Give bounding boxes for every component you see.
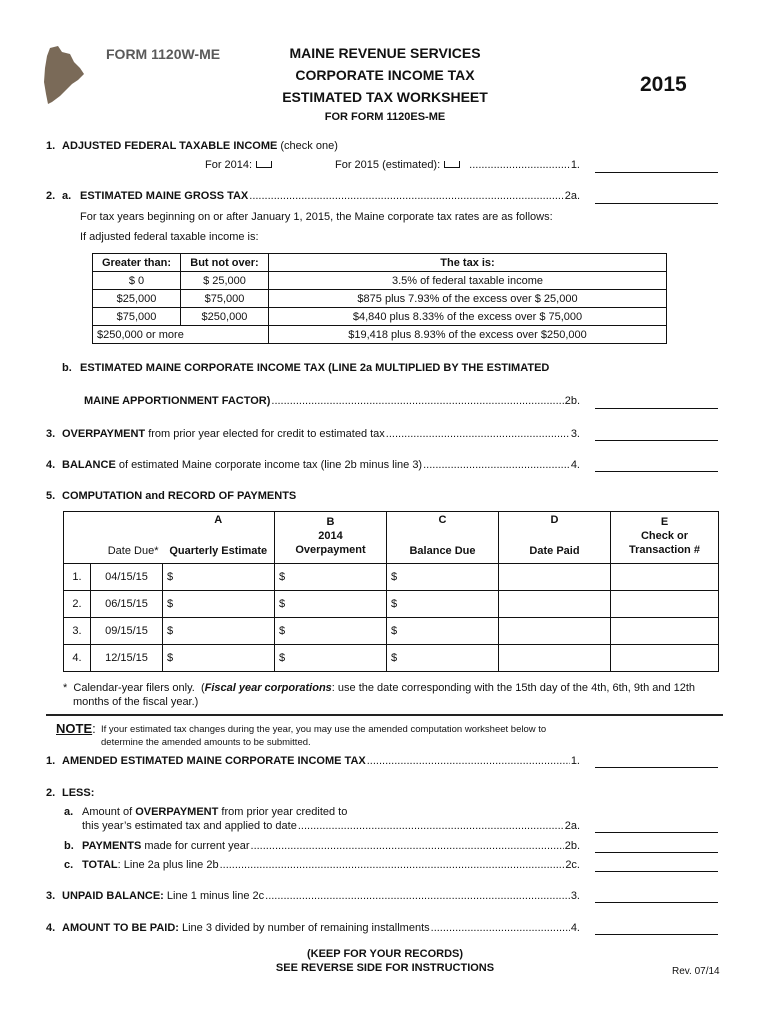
col-c-label: Balance Due [409, 545, 476, 557]
amended-line2-label: LESS: [62, 787, 95, 799]
date-paid-field[interactable] [499, 645, 611, 672]
amended-line2c-entry-field[interactable] [595, 871, 718, 872]
overpayment-field[interactable] [275, 645, 387, 672]
amended-line4-entry-field[interactable] [595, 934, 718, 935]
footnote-post: : use the date corresponding with the 15th day of the 4th, 6th, 9th and 12th [331, 682, 696, 694]
amended-line4-number: 4. [46, 922, 56, 934]
line2b-row [84, 395, 580, 407]
row-number: 3. [64, 618, 91, 645]
dollar-sign: $ [279, 652, 286, 664]
dollar-sign: $ [167, 571, 174, 583]
line2b-label2: MAINE APPORTIONMENT FACTOR) [84, 395, 271, 407]
col-c [387, 512, 499, 564]
amended-line3-entry-field[interactable] [595, 902, 718, 903]
payments-footnote [63, 682, 695, 694]
line1-option-2015-row [335, 159, 580, 171]
row-date-due: 12/15/15 [91, 645, 163, 672]
amended-line2a-sub: a. [64, 806, 74, 818]
quarterly-estimate-field[interactable] [163, 564, 275, 591]
rate-cell: $ 25,000 [181, 272, 269, 290]
dollar-sign: $ [391, 571, 398, 583]
line2-number: 2. [46, 190, 56, 202]
line1-entry-field[interactable] [595, 172, 718, 173]
line2a-pre: Amount of [82, 806, 136, 818]
balance-due-field[interactable] [387, 618, 499, 645]
note-heading: NOTE: [56, 721, 96, 736]
col-e-letter: E [660, 516, 669, 528]
note-text-line1: If your estimated tax changes during the year, you may use the amended computation worksheet below to [101, 724, 547, 735]
amended-line4-ref: 4. [570, 922, 580, 934]
footnote-pre: * Calendar-year filers only. ( [63, 682, 205, 694]
table-row [64, 564, 719, 591]
line1-title: ADJUSTED FEDERAL TAXABLE INCOME [62, 140, 278, 152]
amended-line2a-row [82, 820, 580, 832]
col-a-label: Quarterly Estimate [169, 545, 268, 557]
col-date-due [64, 512, 163, 564]
amended-line1-number: 1. [46, 755, 56, 767]
table-row [64, 645, 719, 672]
dot-leader [265, 890, 570, 902]
dot-leader [423, 459, 570, 471]
form-id: FORM 1120W-ME [106, 46, 221, 62]
quarterly-estimate-field[interactable] [163, 645, 275, 672]
form-subtitle: FOR FORM 1120ES-ME [324, 111, 446, 123]
amended-line1-row [62, 755, 580, 767]
col-d-label: Date Paid [529, 545, 580, 557]
tax-rate-table [92, 253, 667, 344]
line3-post: Line 1 minus line 2c [163, 890, 265, 902]
row-number: 4. [64, 645, 91, 672]
rate-cell: $19,418 plus 8.93% of the excess over $250,000 [269, 326, 667, 344]
line2a-sub: a. [62, 190, 72, 202]
row-date-due: 04/15/15 [91, 564, 163, 591]
dot-leader [469, 159, 570, 171]
table-row [64, 591, 719, 618]
dollar-sign: $ [279, 625, 286, 637]
line1-option-2014[interactable] [205, 159, 272, 171]
overpayment-field[interactable] [275, 591, 387, 618]
amended-line2c-row [82, 859, 580, 871]
dot-leader [386, 428, 570, 440]
checkbox-2015[interactable] [444, 161, 460, 168]
dollar-sign: $ [167, 598, 174, 610]
rate-cell: $250,000 [181, 308, 269, 326]
rate-header-notover: But not over: [181, 254, 269, 272]
payments-table [63, 511, 719, 672]
balance-due-field[interactable] [387, 591, 499, 618]
line2c-bold: TOTAL [82, 859, 118, 871]
col-c-letter: C [438, 514, 447, 526]
col-d [499, 512, 611, 564]
balance-due-field[interactable] [387, 645, 499, 672]
checkbox-2014[interactable] [256, 161, 272, 168]
rate-header-tax: The tax is: [269, 254, 667, 272]
revision-date: Rev. 07/14 [672, 966, 720, 977]
note-text-line2: determine the amended amounts to be submitted. [101, 737, 311, 748]
rate-cell: $75,000 [181, 290, 269, 308]
rate-cell: $25,000 [93, 290, 181, 308]
rate-cell: $ 0 [93, 272, 181, 290]
line2a-row [80, 190, 580, 202]
col-b-top: 2014 [318, 530, 343, 542]
line2a-bold: OVERPAYMENT [135, 806, 219, 818]
rate-row [93, 326, 667, 344]
dot-leader [431, 922, 570, 934]
dollar-sign: $ [391, 625, 398, 637]
line4-label-bold: BALANCE [62, 459, 116, 471]
line3-label-bold: OVERPAYMENT [62, 428, 146, 440]
quarterly-estimate-field[interactable] [163, 618, 275, 645]
dollar-sign: $ [279, 598, 286, 610]
col-b-letter: B [326, 516, 335, 528]
amended-line3-ref: 3. [570, 890, 580, 902]
overpayment-field[interactable] [275, 618, 387, 645]
line2b-bold: PAYMENTS [82, 840, 142, 852]
table-row [64, 618, 719, 645]
row-number: 1. [64, 564, 91, 591]
keep-records-note: (KEEP FOR YOUR RECORDS) [306, 948, 464, 960]
dollar-sign: $ [391, 652, 398, 664]
dot-leader [367, 755, 570, 767]
line3-entry-field[interactable] [595, 440, 718, 441]
dot-leader [298, 820, 564, 832]
amended-line2-number: 2. [46, 787, 56, 799]
form-title-line2: ESTIMATED TAX WORKSHEET [282, 89, 488, 105]
line4-bold: AMOUNT TO BE PAID: [62, 922, 179, 934]
amended-line3-number: 3. [46, 890, 56, 902]
option-2015-label: For 2015 (estimated): [335, 159, 441, 171]
rate-cell: $4,840 plus 8.33% of the excess over $ 75,000 [269, 308, 667, 326]
col-a [163, 512, 275, 564]
transaction-field[interactable] [611, 618, 719, 645]
line4-ref: 4. [570, 459, 580, 471]
line2b-label1: ESTIMATED MAINE CORPORATE INCOME TAX (LINE 2a MULTIPLIED BY THE ESTIMATED [80, 362, 550, 374]
rate-table-header [93, 254, 667, 272]
col-e-top: Check or [640, 530, 689, 542]
amended-line2b-sub: b. [64, 840, 74, 852]
note-label: NOTE [56, 721, 93, 736]
col-b [275, 512, 387, 564]
row-date-due: 06/15/15 [91, 591, 163, 618]
date-paid-field[interactable] [499, 618, 611, 645]
payments-footnote-line2: months of the fiscal year.) [73, 696, 199, 708]
line4-post: Line 3 divided by number of remaining installments [178, 922, 430, 934]
rate-row [93, 308, 667, 326]
line2a-ref: 2a. [564, 190, 580, 202]
dot-leader [220, 859, 565, 871]
line4-row [62, 459, 580, 471]
overpayment-field[interactable] [275, 564, 387, 591]
line4-entry-field[interactable] [595, 471, 718, 472]
line1-ref: 1. [570, 159, 580, 171]
amended-line1-ref: 1. [570, 755, 580, 767]
amended-line2b-row [82, 840, 580, 852]
date-paid-field[interactable] [499, 564, 611, 591]
line2a-post: from prior year credited to [218, 806, 348, 818]
line3-bold: UNPAID BALANCE: [62, 890, 164, 902]
transaction-field[interactable] [611, 591, 719, 618]
amended-line1-entry-field[interactable] [595, 767, 718, 768]
line2b-post: made for current year [141, 840, 250, 852]
rate-cell: $875 plus 7.93% of the excess over $ 25,000 [269, 290, 667, 308]
rate-cell: 3.5% of federal taxable income [269, 272, 667, 290]
amended-line2a-text [82, 806, 347, 818]
dot-leader [271, 395, 563, 407]
amended-line3-row [62, 890, 580, 902]
line1-label [62, 140, 338, 152]
dot-leader [249, 190, 563, 202]
rate-row [93, 290, 667, 308]
amended-line2b-ref: 2b. [564, 840, 580, 852]
line3-row [62, 428, 580, 440]
agency-name: MAINE REVENUE SERVICES [289, 45, 481, 61]
amended-line2b-entry-field[interactable] [595, 852, 718, 853]
col-e [611, 512, 719, 564]
line2b-ref: 2b. [564, 395, 580, 407]
amended-line2c-sub: c. [64, 859, 74, 871]
dot-leader [251, 840, 564, 852]
maine-state-outline-icon [40, 44, 88, 106]
line4-number: 4. [46, 459, 56, 471]
line2a-entry-field[interactable] [595, 203, 718, 204]
see-reverse-note: SEE REVERSE SIDE FOR INSTRUCTIONS [275, 962, 495, 974]
transaction-field[interactable] [611, 564, 719, 591]
amended-line2a-line2: this year’s estimated tax and applied to date [82, 820, 297, 832]
col-date-due-label: Date Due* [107, 545, 159, 557]
line3-number: 3. [46, 428, 56, 440]
line4-label: of estimated Maine corporate income tax (line 2b minus line 3) [115, 459, 423, 471]
line2c-post: : Line 2a plus line 2b [117, 859, 219, 871]
form-title-line1: CORPORATE INCOME TAX [295, 67, 475, 83]
option-2014-label: For 2014: [205, 159, 253, 171]
quarterly-estimate-field[interactable] [163, 591, 275, 618]
dollar-sign: $ [167, 625, 174, 637]
amended-line2a-entry-field[interactable] [595, 832, 718, 833]
line3-label: from prior year elected for credit to estimated tax [145, 428, 385, 440]
transaction-field[interactable] [611, 645, 719, 672]
line3-ref: 3. [570, 428, 580, 440]
rate-cell: $75,000 [93, 308, 181, 326]
dollar-sign: $ [279, 571, 286, 583]
line5-number: 5. [46, 490, 56, 502]
rate-row [93, 272, 667, 290]
line2a-label: ESTIMATED MAINE GROSS TAX [80, 190, 249, 202]
amended-line2c-ref: 2c. [565, 859, 580, 871]
col-b-label: Overpayment [295, 544, 366, 556]
rate-header-greater: Greater than: [93, 254, 181, 272]
col-d-letter: D [550, 514, 559, 526]
line1-number: 1. [46, 140, 56, 152]
amended-line2a-ref: 2a. [564, 820, 580, 832]
rate-cell: $250,000 or more [93, 326, 269, 344]
line1-note: (check one) [280, 140, 338, 152]
rates-condition: If adjusted federal taxable income is: [80, 231, 259, 243]
col-a-letter: A [214, 514, 223, 526]
amended-line4-row [62, 922, 580, 934]
section-divider [46, 714, 723, 716]
row-number: 2. [64, 591, 91, 618]
rates-intro: For tax years beginning on or after January 1, 2015, the Maine corporate tax rates are as follows: [80, 211, 553, 223]
footnote-emphasis: Fiscal year corporations [204, 682, 332, 694]
date-paid-field[interactable] [499, 591, 611, 618]
tax-year: 2015 [640, 73, 687, 96]
dollar-sign: $ [167, 652, 174, 664]
row-date-due: 09/15/15 [91, 618, 163, 645]
col-e-label: Transaction # [629, 544, 700, 556]
payments-header-row [64, 512, 719, 564]
line2b-entry-field[interactable] [595, 408, 718, 409]
balance-due-field[interactable] [387, 564, 499, 591]
line5-label: COMPUTATION and RECORD OF PAYMENTS [62, 490, 297, 502]
line2b-sub: b. [62, 362, 72, 374]
dollar-sign: $ [391, 598, 398, 610]
amended-line1-label: AMENDED ESTIMATED MAINE CORPORATE INCOME TAX [62, 755, 366, 767]
